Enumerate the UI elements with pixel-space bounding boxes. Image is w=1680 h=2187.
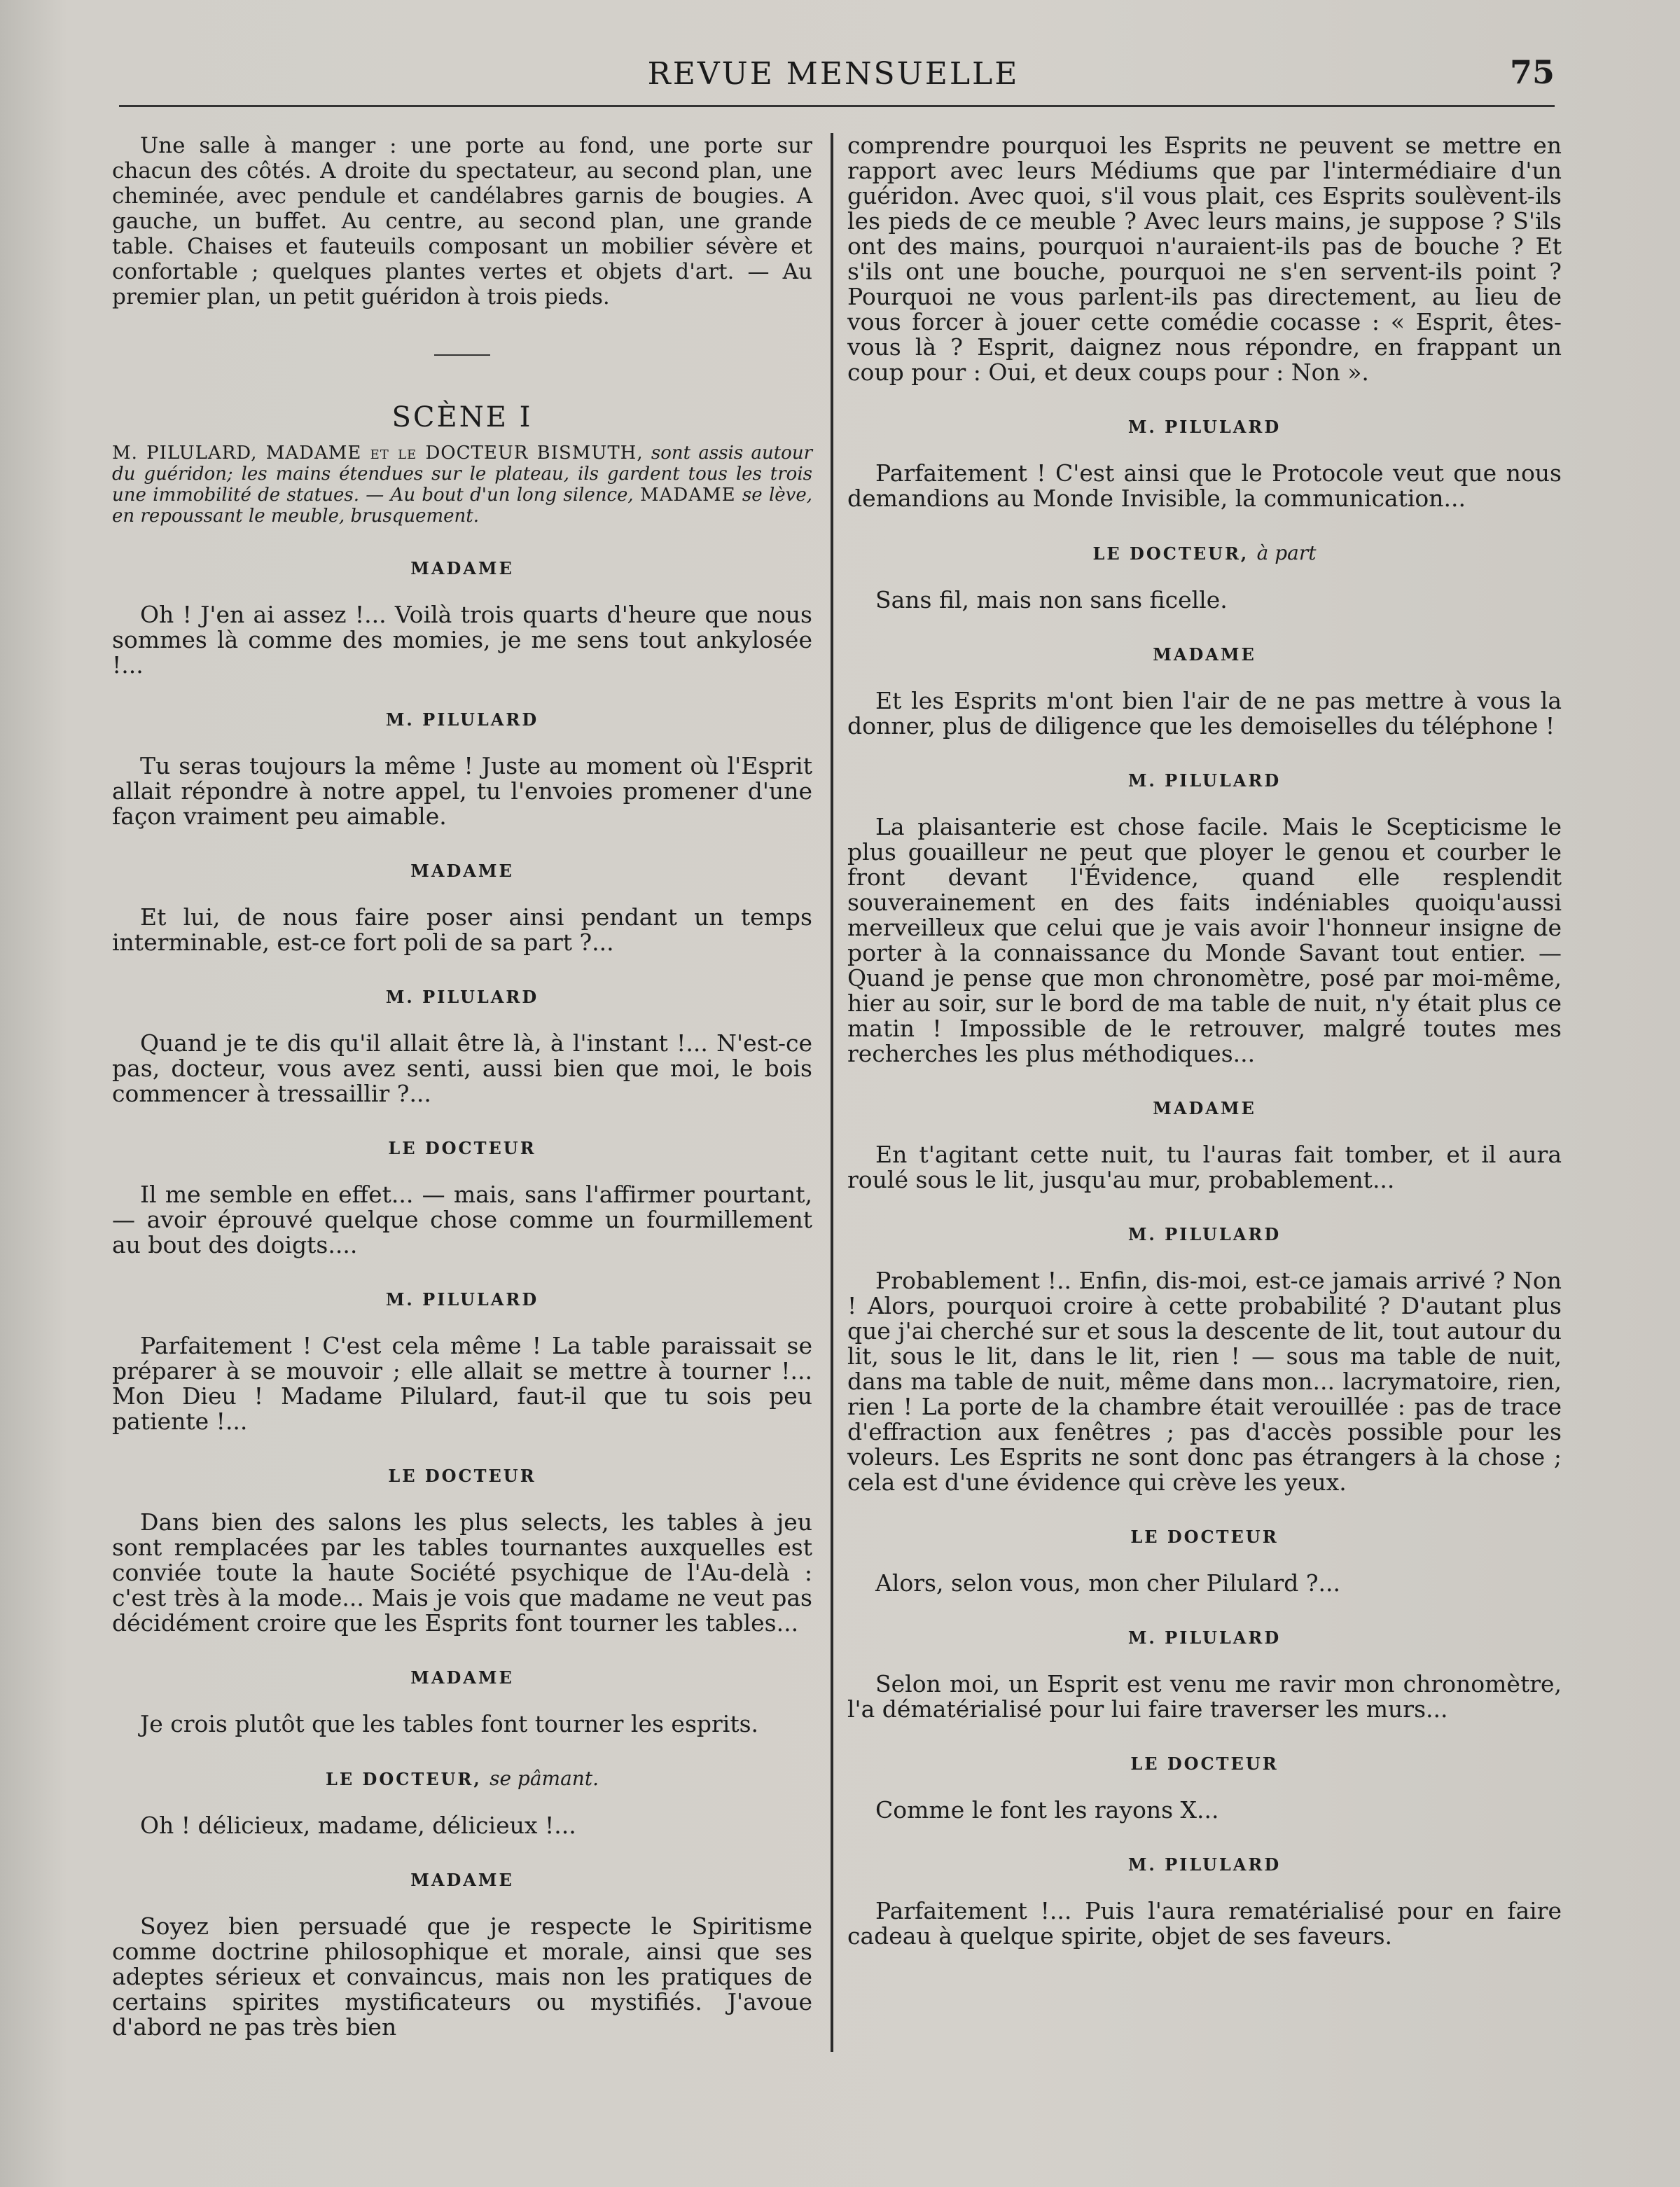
dialogue-block <box>112 859 812 955</box>
running-header <box>105 49 1562 91</box>
column-divider <box>831 133 833 2052</box>
dialogue-block <box>112 1665 812 1737</box>
section-separator <box>434 354 490 356</box>
speaker-name <box>112 1766 812 1792</box>
speech-text: Soyez bien persuadé que je respecte le Spiritisme comme doctrine philosophique et morale, ainsi que ses adeptes sérieux et convaincus, mais non les pratiques de certains spirites mystificateurs ou mystifiés. J'avoue d'abord ne pas très bien <box>112 1912 812 2041</box>
dialogue-block <box>112 1464 812 1636</box>
speech-text: Alors, selon vous, mon cher Pilulard ?... <box>875 1569 1341 1597</box>
dialogue-block <box>847 415 1562 511</box>
speaker-name: LE DOCTEUR <box>1130 1754 1279 1774</box>
dialogue-block <box>112 985 812 1106</box>
speech-text: La plaisanterie est chose facile. Mais le Scepticisme le plus gouailleur ne peut que ployer le genou et courber le front devant l'Évidence, quand elle resplendit souverainement en des faits indéniables quoiqu'aussi merveilleux que celui que je vais avoir l'honneur insigne de porter à la connaissance du Monde Savant tout entier. — Quand je pense que mon chronomètre, posé par moi-même, hier au soir, sur le bord de ma table de nuit, n'y était plus ce matin ! Impossible de le retrouver, malgré toutes mes recherches les plus méthodiques... <box>847 813 1562 1067</box>
dialogue-block <box>847 642 1562 739</box>
speech-text: Quand je te dis qu'il allait être là, à l'instant !... N'est-ce pas, docteur, vous avez senti, aussi bien que moi, le bois commencer à tressaillir ?... <box>112 1029 812 1107</box>
speech-text: Et les Esprits m'ont bien l'air de ne pas mettre à vous la donner, plus de diligence que les demoiselles du téléphone ! <box>847 687 1562 740</box>
speaker-name <box>847 541 1562 567</box>
speaker-name: M. PILULARD <box>1127 1627 1282 1648</box>
speaker-name: MADAME <box>1153 644 1256 665</box>
speech-text: Parfaitement !... Puis l'aura rematérialisé pour en faire cadeau à quelque spirite, objet de ses faveurs. <box>847 1897 1562 1950</box>
speaker-name: LE DOCTEUR <box>388 1138 536 1158</box>
dialogue-block <box>112 1287 812 1434</box>
dialogue-block <box>112 556 812 678</box>
speaker-name: LE DOCTEUR <box>1130 1527 1279 1547</box>
stage-setting: Une salle à manger : une porte au fond, une porte sur chacun des côtés. A droite du spectateur, au second plan, une cheminée, avec pendule et candélabres garnis de bougies. A gauche, un buffet. Au centre, au second plan, une grande table. Chaises et fauteuils composant un mobilier sévère et confortable ; quelques plantes vertes et objets d'art. — Au premier plan, un petit guéridon à trois pieds. <box>112 133 812 310</box>
speaker-aside: à part <box>1256 541 1317 564</box>
dialogue-block <box>847 768 1562 1067</box>
speech-text: Parfaitement ! C'est cela même ! La table paraissait se préparer à se mouvoir ; elle allait se mettre à tourner !... Mon Dieu ! Madame Pilulard, faut-il que tu sois peu patiente !... <box>112 1332 812 1435</box>
scene-title: SCÈNE I <box>391 401 533 433</box>
speech-text: Et lui, de nous faire poser ainsi pendant un temps interminable, est-ce fort poli de sa part ?... <box>112 903 812 956</box>
dialogue-block <box>847 1625 1562 1722</box>
speech-text: En t'agitant cette nuit, tu l'auras fait tomber, et il aura roulé sous le lit, jusqu'au mur, probablement... <box>847 1141 1562 1193</box>
direction-end: se lève, en repoussant le meuble, brusquement. <box>112 485 812 527</box>
speech-text: Il me semble en effet... — mais, sans l'affirmer pourtant, — avoir éprouvé quelque chose comme un fourmillement au bout des doigts.... <box>112 1181 812 1258</box>
speaker-label: LE DOCTEUR, <box>326 1769 482 1789</box>
speaker-name: M. PILULARD <box>385 987 539 1007</box>
speaker-label: LE DOCTEUR, <box>1092 543 1249 564</box>
speech-text: Je crois plutôt que les tables font tourner les esprits. <box>140 1710 759 1737</box>
page-number: 75 <box>1509 53 1555 91</box>
speech-text: Oh ! délicieux, madame, délicieux !... <box>140 1812 576 1839</box>
direction-madame: MADAME <box>640 485 736 506</box>
speaker-name: M. PILULARD <box>1127 770 1282 791</box>
speaker-name: MADAME <box>1153 1098 1256 1118</box>
speech-text: Tu seras toujours la même ! Juste au moment où l'Esprit allait répondre à notre appel, tu l'envoies promener d'une façon vraiment peu aimable. <box>112 752 812 830</box>
dialogue-block <box>112 707 812 829</box>
speech-text: Oh ! J'en ai assez !... Voilà trois quarts d'heure que nous sommes là comme des momies, je me sens tout ankylosée !... <box>112 601 812 679</box>
dialogue-block <box>847 1525 1562 1596</box>
header-rule <box>119 105 1555 107</box>
dialogue-block <box>112 1766 812 1838</box>
dialogue-block <box>847 1222 1562 1495</box>
direction-text: sont assis autour du guéridon; les mains étendues sur le plateau, ils gardent tous les trois une immobilité de statues. — Au bout d'un long silence, <box>112 443 812 506</box>
journal-title: REVUE MENSUELLE <box>647 56 1020 92</box>
speaker-name: M. PILULARD <box>1127 1224 1282 1244</box>
dialogue-block <box>112 1868 812 2040</box>
speaker-name: MADAME <box>410 558 514 578</box>
speech-text: Sans fil, mais non sans ficelle. <box>875 586 1228 613</box>
dialogue-block <box>847 1852 1562 1949</box>
dialogue-list <box>847 415 1562 1949</box>
speaker-name: MADAME <box>410 1870 514 1890</box>
stage-direction <box>112 443 812 527</box>
dialogue-block <box>847 1751 1562 1823</box>
dialogue-list <box>112 556 812 2040</box>
speaker-name: M. PILULARD <box>1127 417 1282 437</box>
speaker-name: LE DOCTEUR <box>388 1466 536 1486</box>
speaker-name: M. PILULARD <box>385 709 539 730</box>
speech-text: Parfaitement ! C'est ainsi que le Protocole veut que nous demandions au Monde Invisible, la communication... <box>847 459 1562 512</box>
dialogue-block <box>847 1096 1562 1193</box>
dialogue-block <box>112 1136 812 1258</box>
speech-continuation: comprendre pourquoi les Esprits ne peuvent se mettre en rapport avec leurs Médiums que par l'intermédiaire d'un guéridon. Avec quoi, s'il vous plait, ces Esprits soulèvent-ils les pieds de ce meuble ? Avec leurs mains, je suppose ? S'ils ont des mains, pourquoi n'auraient-ils pas de bouche ? Et s'ils ont une bouche, pourquoi ne s'en servent-ils point ? Pourquoi ne vous parlent-ils pas directement, au lieu de vous forcer à jouer cette comédie cocasse : « Esprit, êtes-vous là ? Esprit, daignez nous répondre, en frappant un coup pour : Oui, et deux coups pour : Non ». <box>847 132 1562 386</box>
speaker-aside: se pâmant. <box>490 1767 599 1790</box>
speech-text: Probablement !.. Enfin, dis-moi, est-ce jamais arrivé ? Non ! Alors, pourquoi croire à cette probabilité ? D'autant plus que j'ai cherché sur et sous la descente de lit, tout autour du lit, sous le lit, dans le lit, rien ! — sous ma table de nuit, dans ma table de nuit, même dans mon... lacrymatoire, rien, rien ! La porte de la chambre était verouillée : pas de trace d'effraction aux fenêtres ; pas d'accès possible pour les voleurs. Les Esprits ne sont donc pas étrangers à la chose ; cela est d'une évidence qui crève les yeux. <box>847 1267 1562 1496</box>
right-column <box>847 133 1562 1949</box>
dialogue-block <box>847 541 1562 613</box>
speaker-name: M. PILULARD <box>1127 1854 1282 1875</box>
speaker-name: MADAME <box>410 861 514 881</box>
speech-text: Selon moi, un Esprit est venu me ravir mon chronomètre, l'a dématérialisé pour lui faire traverser les murs... <box>847 1670 1562 1723</box>
direction-characters: M. PILULARD, MADAME et le DOCTEUR BISMUTH, <box>112 443 644 464</box>
speech-text: Dans bien des salons les plus selects, les tables à jeu sont remplacées par les tables tournantes auxquelles est conviée toute la haute Société psychique de l'Au-delà : c'est très à la mode... Mais je vois que madame ne veut pas décidément croire que les Esprits font tourner les tables... <box>112 1508 812 1637</box>
speaker-name: MADAME <box>410 1667 514 1688</box>
speaker-name: M. PILULARD <box>385 1289 539 1310</box>
speech-text: Comme le font les rayons X... <box>875 1796 1219 1824</box>
left-column <box>112 133 812 2040</box>
